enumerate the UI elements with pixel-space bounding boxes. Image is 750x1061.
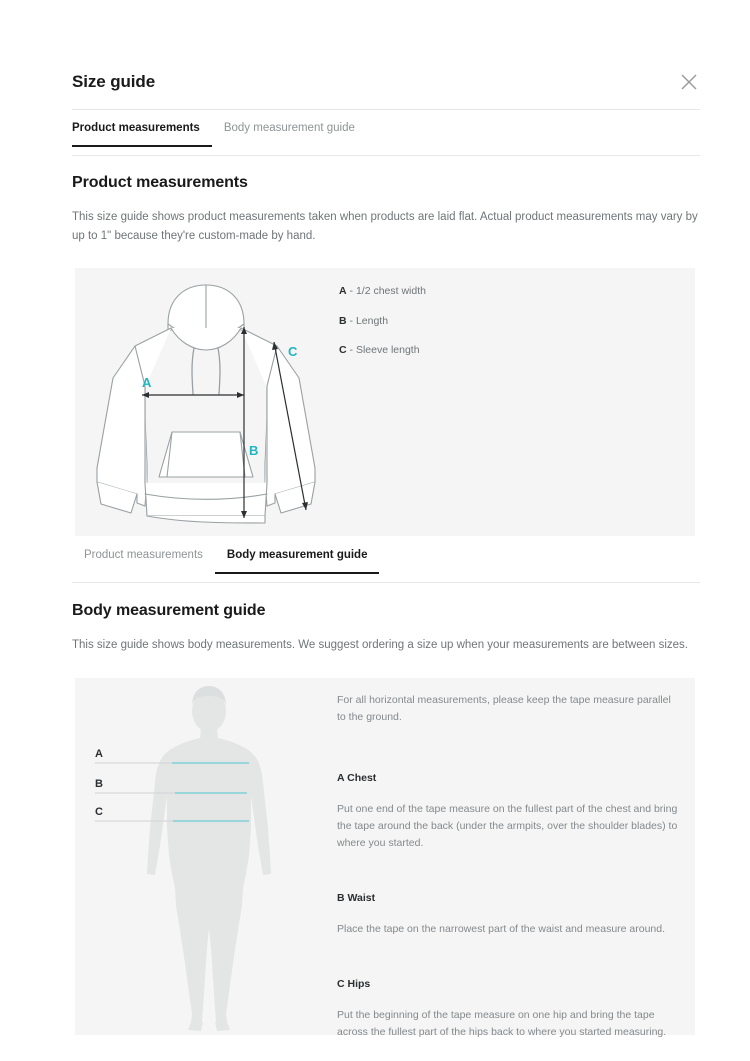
body-marker-label-b: B [95, 778, 103, 790]
marker-label-c: C [288, 344, 298, 359]
legend-key-b: B [339, 314, 347, 327]
legend-key-a: A [339, 285, 347, 297]
measurement-desc-waist: Place the tape on the narrowest part of the waist and measure around. [337, 923, 666, 935]
marker-label-a: A [142, 375, 152, 390]
legend-sep-c: - [349, 344, 354, 357]
legend-key-c: C [339, 344, 347, 357]
product-measurements-heading: Product measurements [72, 174, 248, 191]
close-icon[interactable] [678, 71, 700, 93]
measurement-block-waist [337, 892, 682, 938]
legend-item-b [339, 315, 426, 328]
measurement-block-chest [337, 772, 682, 852]
product-measurement-legend [339, 285, 426, 374]
hoodie-diagram [75, 268, 335, 541]
tab-bar-secondary [72, 549, 700, 583]
tab-bar-primary [72, 122, 700, 156]
page-title: Size guide [72, 72, 156, 91]
tab-product-measurements-secondary[interactable]: Product measurements [84, 549, 203, 561]
tab-product-measurements[interactable]: Product measurements [72, 122, 212, 146]
body-measurement-description: This size guide shows body measurements. We suggest ordering a size up when your measurements are between sizes. [72, 639, 688, 651]
marker-label-b: B [249, 443, 259, 458]
measurement-title-hips: C Hips [337, 978, 371, 990]
measurement-desc-hips: Put the beginning of the tape measure on one hip and bring the tape across the fullest part of the hips back to where you started measuring. [337, 1009, 667, 1038]
legend-sep-b: - [349, 314, 354, 327]
measurement-title-waist: B Waist [337, 892, 376, 904]
legend-sep-a: - [349, 285, 354, 297]
body-marker-label-a: A [95, 748, 103, 760]
legend-text-a: 1/2 chest width [355, 285, 426, 297]
body-silhouette-diagram [75, 678, 337, 1040]
measurement-desc-chest: Put one end of the tape measure on the fullest part of the chest and bring the tape around the back (under the armpits, over the shoulder blades) to where you started. [337, 803, 678, 849]
measurement-block-hips [337, 978, 682, 1041]
legend-item-c [339, 344, 426, 357]
measurement-title-chest: A Chest [337, 772, 377, 784]
legend-item-a [339, 285, 426, 298]
body-marker-label-c: C [95, 806, 103, 818]
tab-body-measurement-guide-secondary[interactable]: Body measurement guide [215, 549, 380, 573]
body-measurement-instructions [337, 692, 682, 1041]
tab-body-measurement-guide[interactable]: Body measurement guide [223, 122, 355, 134]
product-measurements-description: This size guide shows product measurements taken when products are laid flat. Actual product measurements may vary by up to 1" because they're custom-made by hand. [72, 211, 698, 242]
legend-text-c: Sleeve length [355, 344, 420, 357]
modal-header [72, 58, 700, 110]
legend-text-b: Length [355, 314, 389, 327]
product-measurements-panel [75, 268, 695, 536]
body-measurement-intro: For all horizontal measurements, please keep the tape measure parallel to the ground. [337, 694, 671, 723]
body-measurement-panel [75, 678, 695, 1038]
body-measurement-heading: Body measurement guide [72, 602, 266, 619]
